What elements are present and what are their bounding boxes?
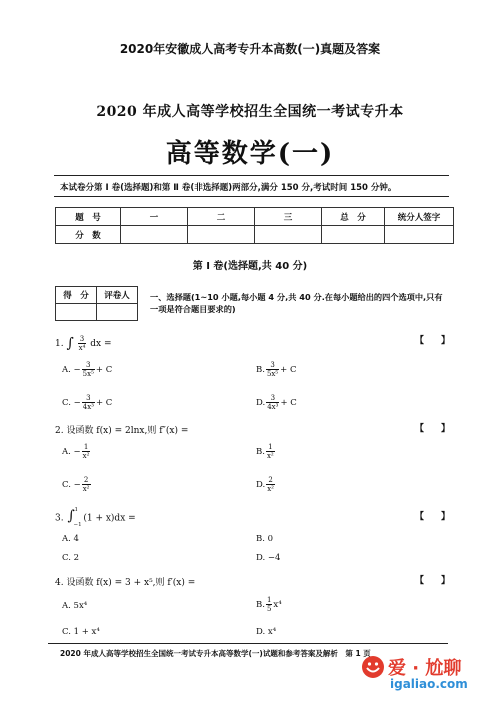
exam-instructions: 本试卷分第 Ⅰ 卷(选择题)和第 Ⅱ 卷(非选择题)两部分,满分 150 分,考试时间 150 分钟。 — [60, 183, 397, 193]
score-value-part1 — [121, 226, 188, 244]
definite-integral-sign: ∫ 1 −1 — [67, 507, 82, 528]
instructions-top-rule — [54, 175, 449, 176]
question-1-dx: dx = — [90, 339, 112, 349]
question-3-body: (1 + x)dx = — [83, 513, 136, 524]
q3-option-a: A. 4 — [62, 534, 79, 544]
section-title: 第 Ⅰ 卷(选择题,共 40 分) — [192, 261, 308, 272]
integral-sign: ∫ — [66, 335, 74, 352]
score-value-label: 分 数 — [56, 226, 121, 244]
q4-option-a: A. 5x⁴ — [62, 601, 88, 611]
score-value-signature — [385, 226, 454, 244]
q3-option-b: B. 0 — [256, 534, 274, 544]
watermark-logo-icon — [360, 654, 386, 680]
q2-option-b: B. $\frac{1}{\text{x²}}$ — [256, 443, 274, 460]
question-2: 2. 设函数 f(x) = 2lnx,则 f″(x) = — [55, 426, 189, 436]
score-table-header-row — [56, 208, 454, 226]
q3-option-c: C. 2 — [62, 553, 80, 563]
watermark-url: igaliao.com — [390, 677, 468, 691]
score-cell-part3: 三 — [255, 208, 322, 226]
site-watermark — [360, 650, 500, 698]
question-3-number: 3. — [55, 513, 64, 524]
score-table — [55, 207, 454, 244]
grader-table — [55, 286, 138, 321]
question-4: 4. 设函数 f(x) = 3 + x⁵,则 f′(x) = — [55, 578, 196, 588]
score-value-total — [322, 226, 385, 244]
q2-option-c: C. − $\frac{2}{\text{x²}}$ — [62, 476, 90, 493]
grader-score-label: 得 分 — [56, 287, 97, 304]
page-footer: 2020 年成人高等学校招生全国统一考试专升本高等数学(一)试题和参考答案及解析 第 1 页 — [60, 649, 371, 658]
footer-rule — [48, 643, 448, 644]
score-value-part3 — [255, 226, 322, 244]
q3-option-d: D. −4 — [256, 553, 281, 563]
score-cell-part2: 二 — [188, 208, 255, 226]
instructions-bottom-rule — [54, 196, 449, 197]
question-1-integrand: $\frac{3}{\text{x⁴}}$ — [78, 335, 86, 352]
score-cell-part1: 一 — [121, 208, 188, 226]
q1-option-c: C. − $\frac{3}{\text{4x³}}$ + C — [62, 394, 113, 411]
q2-option-a: A. − $\frac{1}{\text{x²}}$ — [62, 443, 90, 460]
grader-score-value — [56, 304, 97, 321]
question-1 — [55, 335, 112, 352]
q4-option-d: D. x⁴ — [256, 627, 277, 637]
document-header: 2020年安徽成人高考专升本高数(一)真题及答案 — [119, 42, 381, 56]
q1-option-b: B. $\frac{3}{\text{5x⁵}}$ + C — [256, 361, 297, 378]
q1-option-a: A. − $\frac{3}{\text{5x⁵}}$ + C — [62, 361, 113, 378]
q4-option-c: C. 1 + x⁴ — [62, 627, 100, 637]
question-3-answer-bracket: 【 】 — [415, 512, 455, 522]
question-1-number: 1. — [55, 339, 64, 349]
question-1-answer-bracket: 【 】 — [415, 336, 455, 346]
score-cell-label: 题 号 — [56, 208, 121, 226]
question-2-answer-bracket: 【 】 — [415, 424, 455, 434]
q1-option-d: D. $\frac{3}{\text{4x³}}$ + C — [256, 394, 297, 411]
question-4-answer-bracket: 【 】 — [415, 576, 455, 586]
score-table-value-row — [56, 226, 454, 244]
q2-option-d: D. $\frac{2}{\text{x²}}$ — [256, 476, 274, 493]
score-cell-signature: 统分人签字 — [385, 208, 454, 226]
section-description: 一、选择题(1~10 小题,每小题 4 分,共 40 分.在每小题给出的四个选项中,只有一项是符合题目要求的) — [150, 292, 443, 314]
score-cell-total: 总 分 — [322, 208, 385, 226]
score-value-part2 — [188, 226, 255, 244]
subject-title: 高等数学(一) — [165, 139, 335, 169]
exam-title: 2020 年成人高等学校招生全国统一考试专升本 — [96, 104, 404, 120]
watermark-text: 爱 · 尬聊 — [388, 658, 462, 679]
q4-option-b: B. $\frac{1}{5}$ x⁴ — [256, 596, 282, 613]
grader-name-label: 评卷人 — [97, 287, 138, 304]
question-3 — [55, 507, 136, 528]
grader-name-value — [97, 304, 138, 321]
